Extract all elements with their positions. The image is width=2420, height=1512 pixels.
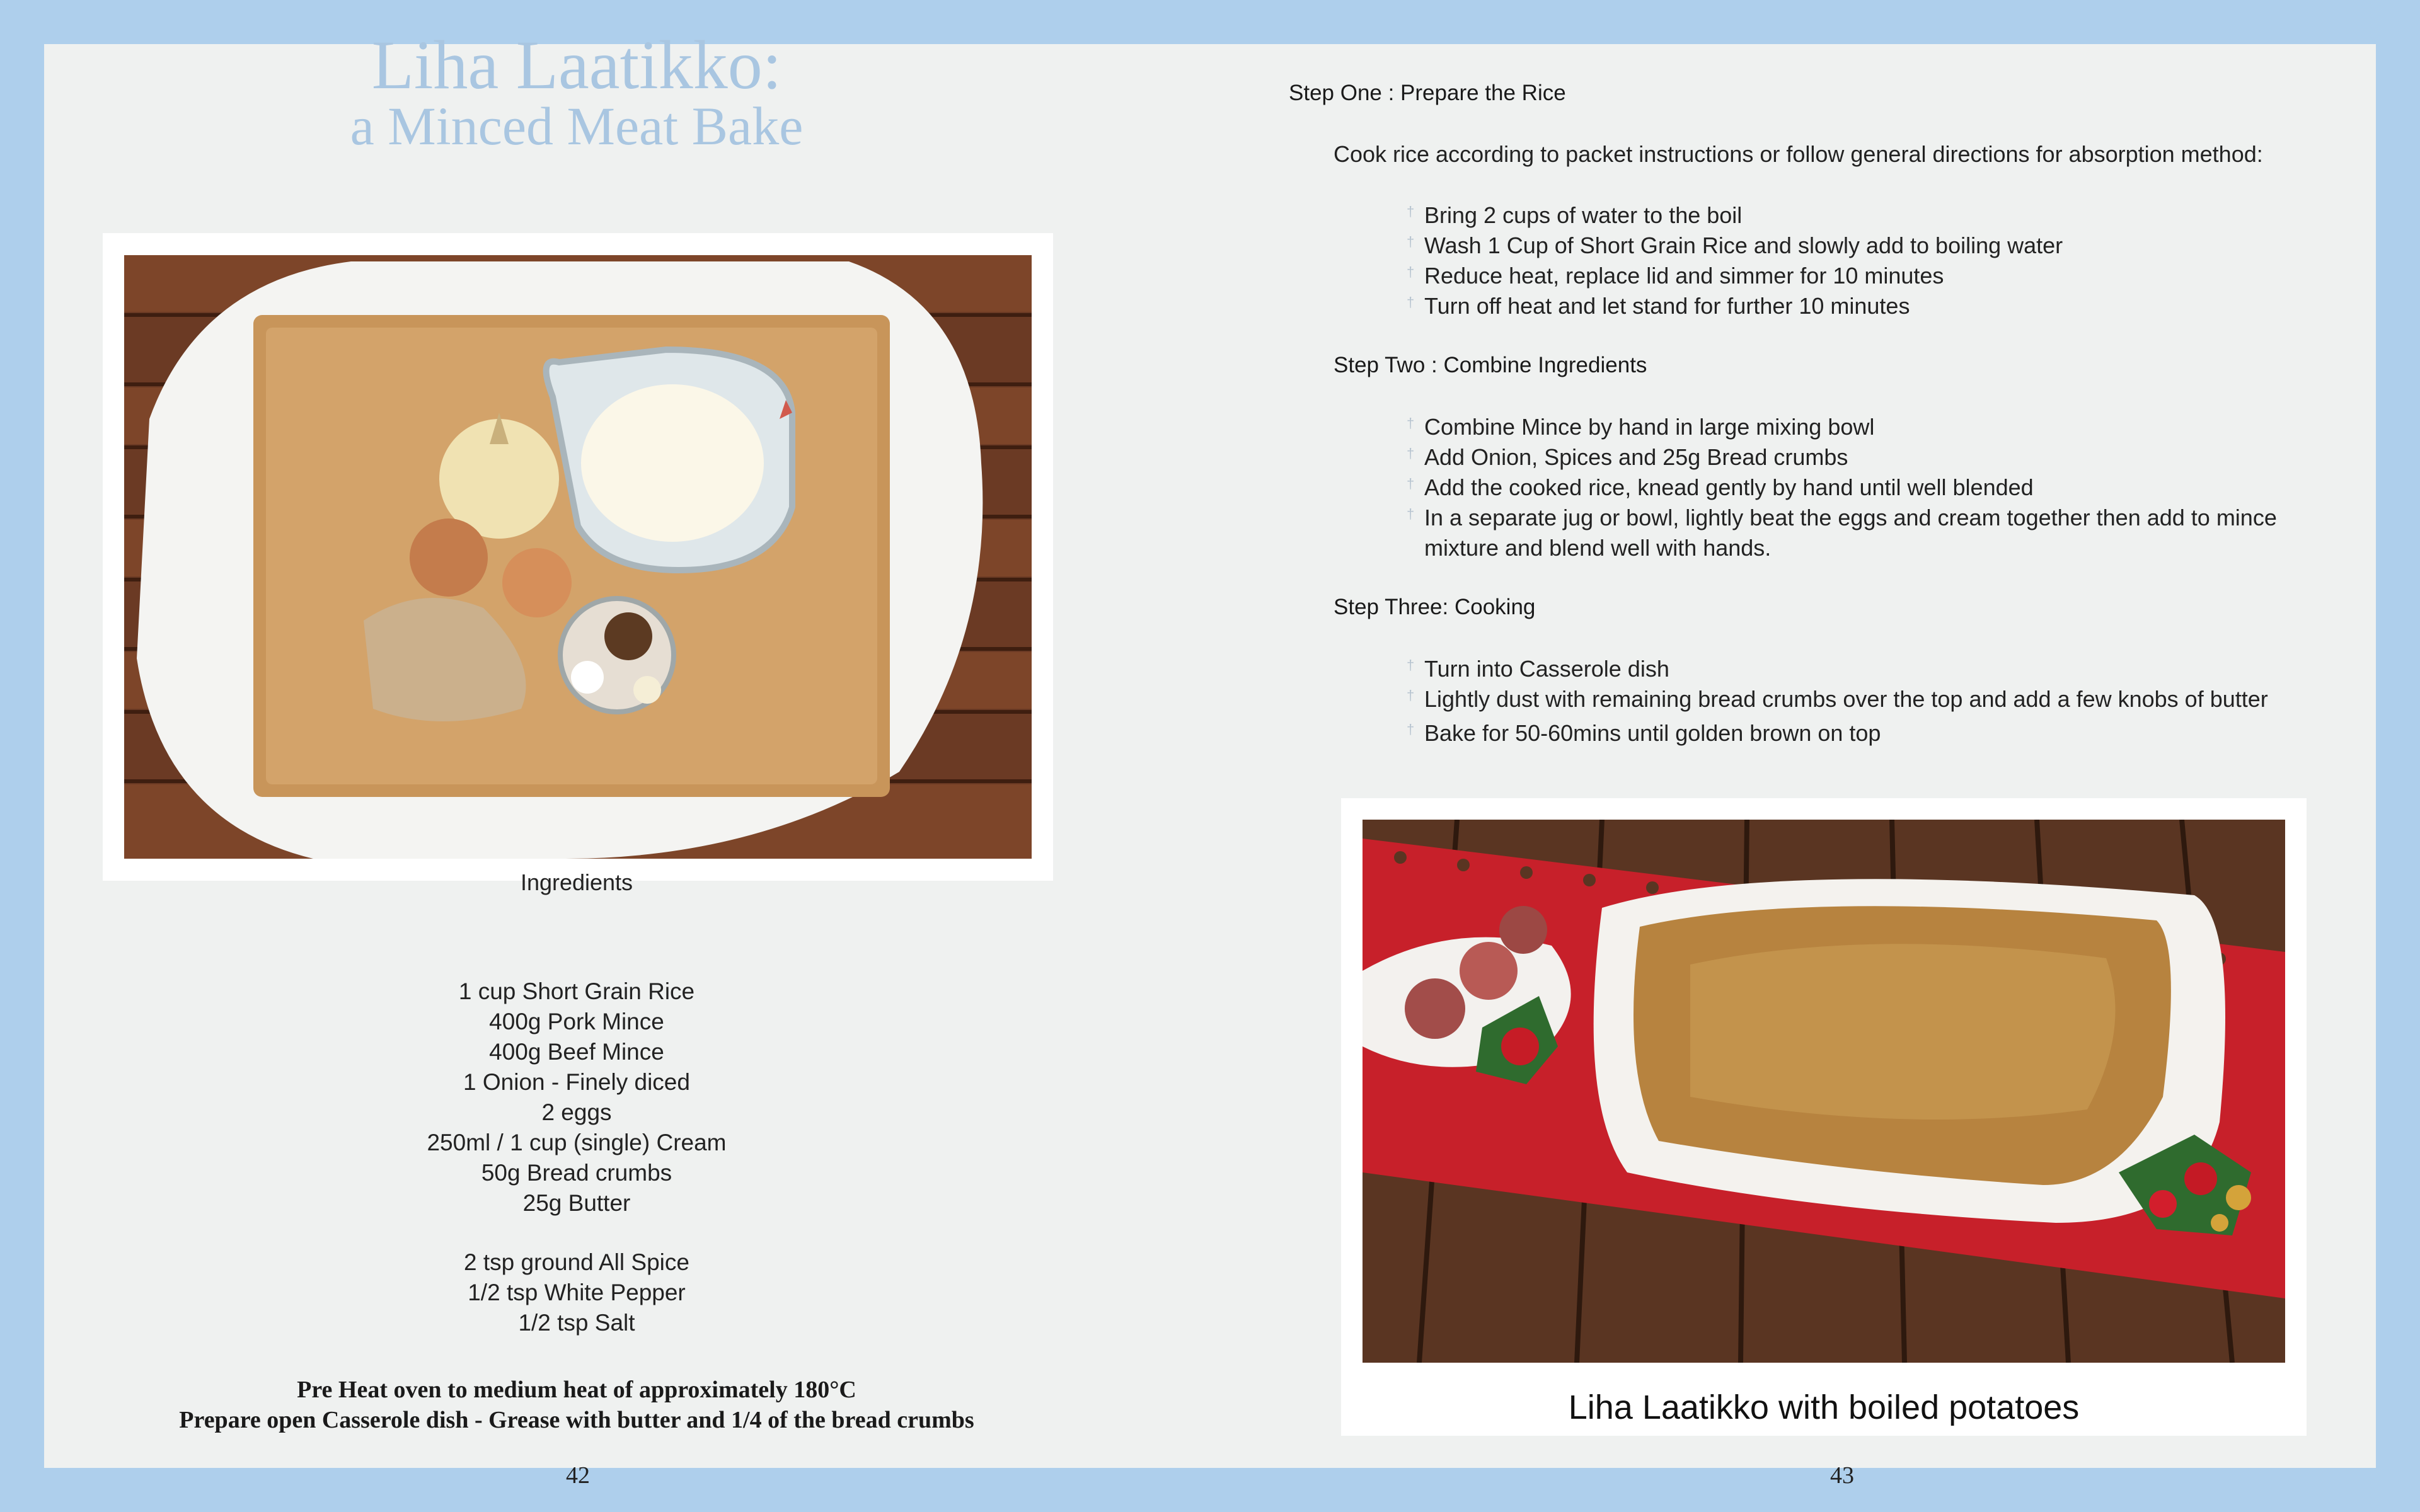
step-two-item-continued: mixture and blend well with hands. [1424,535,1772,561]
bullet-icon: † [1407,476,1415,491]
preheat-note [0,1375,1153,1435]
step-three-list [1407,654,2268,748]
bullet-icon: † [1407,294,1415,310]
ingredient-item: 400g Beef Mince [489,1039,664,1065]
step-two-item: † Add Onion, Spices and 25g Bread crumbs [1407,442,2277,472]
page-number-right: 43 [1830,1462,1854,1489]
bullet-icon: † [1407,657,1415,673]
step-three-item: † Lightly dust with remaining bread crumbs over the top and add a few knobs of butter [1407,684,2268,714]
step-one-item: † Reduce heat, replace lid and simmer for 10 minutes [1407,261,2063,291]
ingredient-item: 1 cup Short Grain Rice [458,978,695,1004]
step-three-title: Step Three: Cooking [1334,595,1536,619]
step-one-intro: Cook rice according to packet instructions or follow general directions for absorption method: [1334,141,2263,167]
photo-caption: Liha Laatikko with boiled potatoes [1568,1389,2080,1426]
ingredients-heading: Ingredients [520,869,633,895]
bullet-icon: † [1407,203,1415,219]
preheat-line: Prepare open Casserole dish - Grease with butter and 1/4 of the bread crumbs [179,1407,974,1433]
finished-dish-photo-frame [1341,798,2307,1436]
bullet-icon: † [1407,687,1415,703]
step-three-item: † Turn into Casserole dish [1407,654,2268,684]
ingredients-photo [124,255,1032,859]
step-one-list [1407,200,2063,321]
ingredient-item: 2 eggs [541,1099,612,1125]
bullet-icon: † [1407,415,1415,431]
ingredients-photo-art [124,255,1032,859]
step-one-item: † Bring 2 cups of water to the boil [1407,200,2063,231]
spice-item: 1/2 tsp Salt [518,1310,635,1336]
step-two-list [1407,412,2277,563]
recipe-title: Liha Laatikko: [371,26,782,103]
step-two-item: † In a separate jug or bowl, lightly beat the eggs and cream together then add to mince [1407,503,2277,533]
ingredient-item: 250ml / 1 cup (single) Cream [427,1130,727,1155]
step-two-item: † Add the cooked rice, knead gently by hand until well blended [1407,472,2277,503]
spice-item: 2 tsp ground All Spice [464,1249,689,1275]
finished-dish-photo-art [1363,820,2285,1363]
recipe-subtitle: a Minced Meat Bake [350,96,804,156]
page-number-left: 42 [566,1462,590,1489]
bullet-icon: † [1407,506,1415,522]
step-one-title: Step One : Prepare the Rice [1289,81,1566,105]
step-one-item: † Turn off heat and let stand for further 10 minutes [1407,291,2063,321]
ingredient-item: 400g Pork Mince [489,1009,664,1034]
ingredients-photo-frame [103,233,1053,881]
ingredient-item: 25g Butter [522,1190,631,1216]
bullet-icon: † [1407,445,1415,461]
step-two-title: Step Two : Combine Ingredients [1334,353,1647,377]
ingredient-item: 50g Bread crumbs [481,1160,672,1186]
bullet-icon: † [1407,264,1415,280]
bullet-icon: † [1407,234,1415,249]
step-three-item: † Bake for 50-60mins until golden brown on top [1407,718,2268,748]
step-one-item: † Wash 1 Cup of Short Grain Rice and slowly add to boiling water [1407,231,2063,261]
preheat-line: Pre Heat oven to medium heat of approximately 180°C [297,1377,856,1403]
spices-list [0,1247,1153,1338]
step-two-item: † Combine Mince by hand in large mixing bowl [1407,412,2277,442]
finished-dish-photo [1363,820,2285,1363]
ingredient-item: 1 Onion - Finely diced [463,1069,690,1095]
ingredients-list [0,976,1153,1218]
bullet-icon: † [1407,721,1415,737]
spice-item: 1/2 tsp White Pepper [468,1280,686,1305]
